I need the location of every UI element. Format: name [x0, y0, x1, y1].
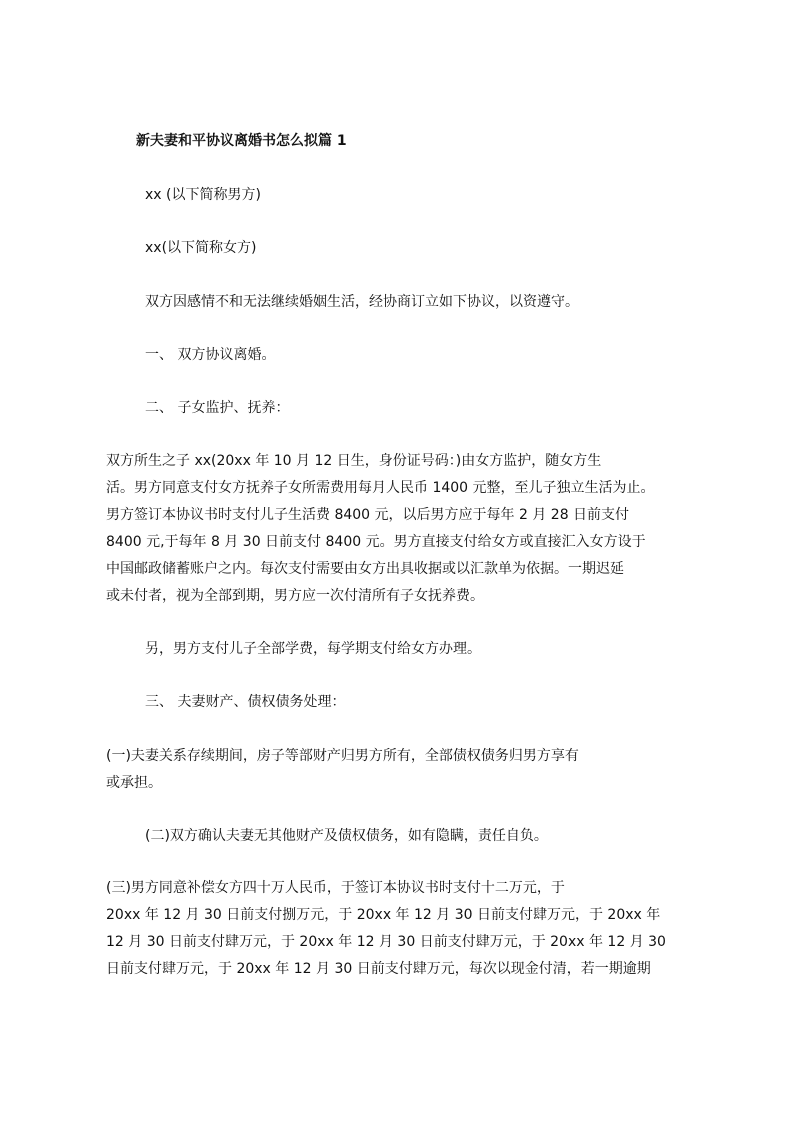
property-item-2: (二)双方确认夫妻无其他财产及债权债务，如有隐瞒，责任自负。 — [145, 828, 548, 844]
custody-line: 男方签订本协议书时支付儿子生活费 8400 元，以后男方应于每年 2 月 28 日前支付 — [106, 507, 630, 523]
property-line: 或承担。 — [106, 775, 162, 791]
party-female: xx(以下简称女方) — [145, 240, 257, 256]
property-line: 日前支付肆万元，于 20xx 年 12 月 30 日前支付肆万元，每次以现金付清，若一期逾期 — [106, 961, 651, 977]
custody-line: 或未付者，视为全部到期，男方应一次付清所有子女抚养费。 — [106, 588, 484, 604]
section-2-heading: 二、 子女监护、抚养： — [145, 400, 290, 416]
document-title: 新夫妻和平协议离婚书怎么拟篇 1 — [136, 133, 347, 149]
custody-line: 活。男方同意支付女方抚养子女所需费用每月人民币 1400 元整，至儿子独立生活为止。 — [106, 480, 655, 496]
party-male: xx (以下简称男方) — [145, 187, 261, 203]
property-line: (一)夫妻关系存续期间，房子等部财产归男方所有，全部债权债务归男方享有 — [106, 748, 579, 764]
intro-paragraph: 双方因感情不和无法继续婚姻生活，经协商订立如下协议，以资遵守。 — [145, 294, 579, 310]
section-3-heading: 三、 夫妻财产、债权债务处理： — [145, 694, 346, 710]
custody-line: 8400 元,于每年 8 月 30 日前支付 8400 元。男方直接支付给女方或直接汇入女方设于 — [106, 534, 646, 550]
property-line: 20xx 年 12 月 30 日前支付捌万元，于 20xx 年 12 月 30 日前支付肆万元，于 20xx 年 — [106, 907, 661, 923]
property-line: (三)男方同意补偿女方四十万人民币，于签订本协议书时支付十二万元，于 — [106, 880, 565, 896]
section-1-heading: 一、 双方协议离婚。 — [145, 347, 276, 363]
tuition-paragraph: 另，男方支付儿子全部学费，每学期支付给女方办理。 — [145, 641, 481, 657]
property-line: 12 月 30 日前支付肆万元，于 20xx 年 12 月 30 日前支付肆万元，于 20xx 年 12 月 30 — [106, 934, 666, 950]
custody-line: 中国邮政储蓄账户之内。每次支付需要由女方出具收据或以汇款单为依据。一期迟延 — [106, 561, 624, 577]
custody-line: 双方所生之子 xx(20xx 年 10 月 12 日生，身份证号码：)由女方监护，随女方生 — [106, 453, 602, 469]
